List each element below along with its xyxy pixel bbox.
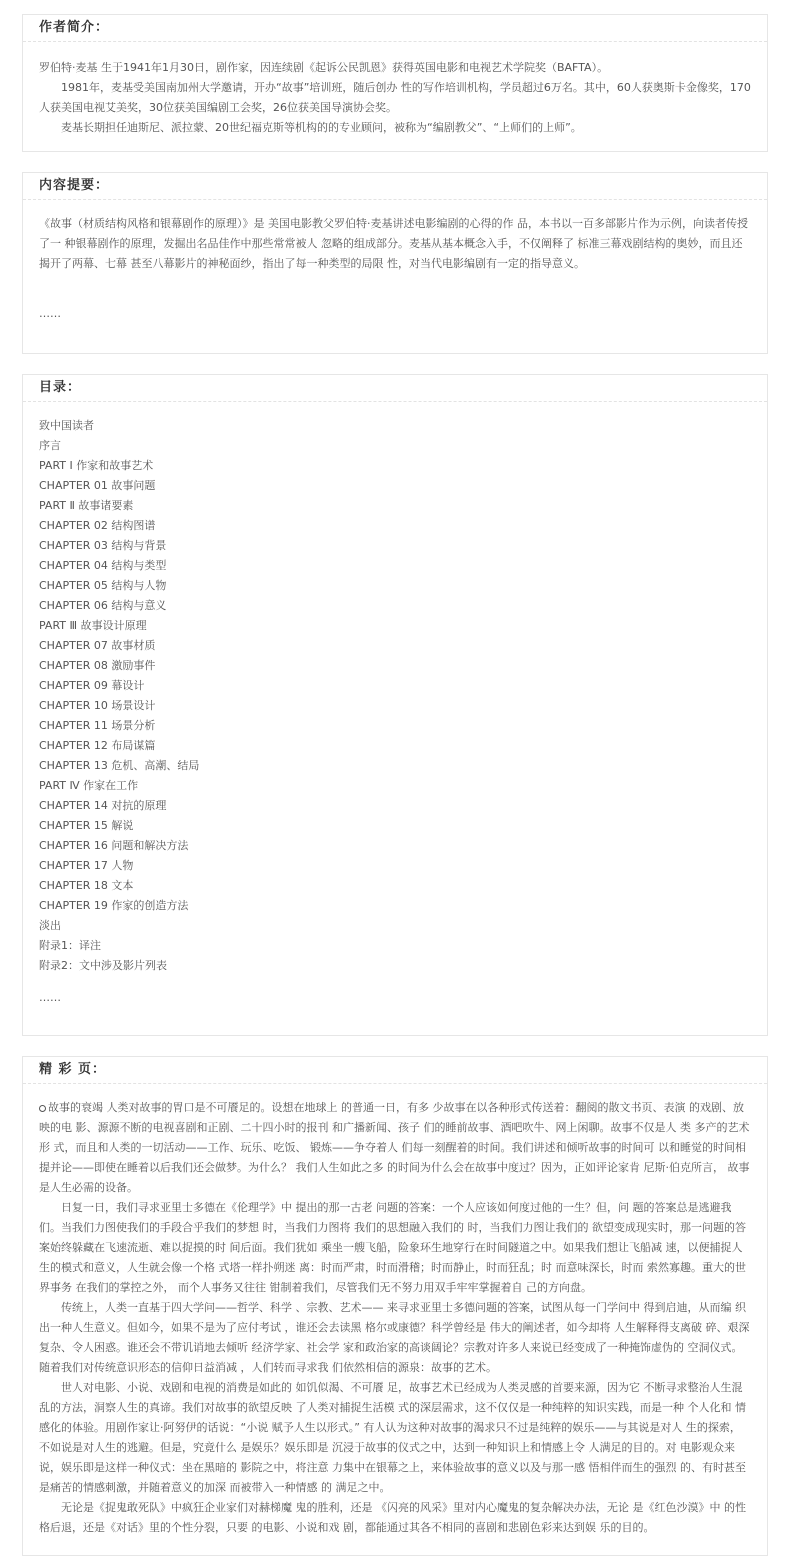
author-intro-paragraph: 1981年，麦基受美国南加州大学邀请，开办“故事”培训班，随后创办 性的写作培训机构，学员超过6万名。其中，60人获奥斯卡金像奖，170人获美国电视艾美奖，30位获美国编剧工会奖，26位获美国导演协会奖。 bbox=[39, 81, 751, 114]
toc-item: CHAPTER 16 问题和解决方法 bbox=[39, 839, 189, 852]
excerpt-title: 精 彩 页： bbox=[23, 1057, 767, 1084]
author-intro-title: 作者简介： bbox=[23, 15, 767, 42]
toc-item: CHAPTER 04 结构与类型 bbox=[39, 559, 167, 572]
toc-item: CHAPTER 03 结构与背景 bbox=[39, 539, 167, 552]
toc-item: 序言 bbox=[39, 439, 61, 452]
author-intro-paragraph: 罗伯特·麦基 生于1941年1月30日，剧作家，因连续剧《起诉公民凯恩》获得英国电影和电视艺术学院奖（BAFTA）。 bbox=[39, 61, 609, 74]
toc-item: PART Ⅲ 故事设计原理 bbox=[39, 619, 147, 632]
toc-item: CHAPTER 02 结构图谱 bbox=[39, 519, 156, 532]
toc-item: 附录2：文中涉及影片列表 bbox=[39, 959, 167, 972]
author-intro-paragraph: 麦基长期担任迪斯尼、派拉蒙、20世纪福克斯等机构的的专业顾问，被称为“编剧教父”、“上师们的上师”。 bbox=[61, 121, 582, 134]
content-summary-text: 《故事（材质结构风格和银幕剧作的原理）》是 美国电影教父罗伯特·麦基讲述电影编剧的心得的作 品，本书以一百多部影片作为示例，向读者传授了一 种银幕剧作的原理，发掘出名品佳作中那些常常被人 忽略的组成部分。麦基从基本概念入手，不仅阐释了 标准三幕戏剧结构的奥妙，而且还揭开了两幕、七幕 甚至八幕影片的神秘面纱，指出了每一种类型的局限 性，对当代电影编剧有一定的指导意义。 bbox=[39, 217, 748, 270]
excerpt-section bbox=[22, 1056, 768, 1556]
toc-item: 致中国读者 bbox=[39, 419, 94, 432]
excerpt-body bbox=[23, 1084, 767, 1550]
excerpt-paragraph: 日复一日，我们寻求亚里士多德在《伦理学》中 提出的那一古老 问题的答案：一个人应该如何度过他的一生？但，问 题的答案总是逃避我们。当我们力图使我们的手段合乎我们的梦想 时，当我们力图将 我们的思想融入我们的 时，当我们力图让我们的 欲望变成现实时，那一问题的答案始终躲藏在飞速流逝、难以捉摸的时 间后面。我们犹如 乘坐一艘飞船，险象环生地穿行在时间隧道之中。如果我们想让飞船减 速，以便捕捉人生的模式和意义，人生就会像一个格 式塔一样扑朔迷 离：时而严肃，时而滑稽；时而静止，时而狂乱；时 而意味深长，时而 索然寡趣。重大的世界事务 在我们的掌控之外， 而个人事务又往往 钳制着我们，尽管我们无不努力用双手牢牢掌握着自 己的方向盘。 bbox=[39, 1201, 746, 1294]
toc-item: 淡出 bbox=[39, 919, 61, 932]
toc-item: CHAPTER 17 人物 bbox=[39, 859, 134, 872]
toc-item: CHAPTER 09 幕设计 bbox=[39, 679, 145, 692]
toc-item: CHAPTER 13 危机、高潮、结局 bbox=[39, 759, 200, 772]
excerpt-paragraph: 传统上，人类一直基于四大学问——哲学、科学 、宗教、艺术—— 来寻求亚里士多德问题的答案，试图从每一门学问中 得到启迪，从而编 织出一种人生意义。但如今，如果不是为了应付考试 ，谁还会去读黑 格尔或康德？科学曾经是 伟大的阐述者，如今却将 人生解释得支离破 碎、艰深复杂、令人困惑。谁还会不带讥诮地去倾听 经济学家、社会学 家和政治家的高谈阔论？宗教对许多人来说已经变成了一种掩饰虚伪的 空洞仪式。随着我们对传统意识形态的信仰日益消减 ，人们转而寻求我 们依然相信的源泉：故事的艺术。 bbox=[39, 1301, 750, 1374]
author-intro-body bbox=[23, 42, 767, 150]
toc-item: CHAPTER 08 激励事件 bbox=[39, 659, 156, 672]
excerpt-paragraph bbox=[39, 1098, 751, 1198]
author-intro-section bbox=[22, 14, 768, 152]
toc-item: CHAPTER 12 布局谋篇 bbox=[39, 739, 156, 752]
content-summary-section bbox=[22, 172, 768, 354]
table-of-contents-body bbox=[23, 402, 767, 1020]
toc-item: 附录1：译注 bbox=[39, 939, 101, 952]
toc-ellipsis: …… bbox=[39, 991, 61, 1004]
content-summary-body bbox=[23, 200, 767, 336]
toc-item: CHAPTER 11 场景分析 bbox=[39, 719, 156, 732]
toc-item: CHAPTER 05 结构与人物 bbox=[39, 579, 167, 592]
table-of-contents-title: 目录： bbox=[23, 375, 767, 402]
toc-item: CHAPTER 06 结构与意义 bbox=[39, 599, 167, 612]
excerpt-paragraph: 无论是《捉鬼敢死队》中疯狂企业家们对赫梯魔 鬼的胜利，还是 《闪亮的风采》里对内心魔鬼的复杂解决办法，无论 是《红色沙漠》中 的性格后退，还是《对话》里的个性分裂，只要 的电影、小说和戏 剧，都能通过其各不相同的喜剧和悲剧色彩来达到娱 乐的目的。 bbox=[39, 1501, 746, 1534]
toc-item: PART Ⅳ 作家在工作 bbox=[39, 779, 139, 792]
toc-item: CHAPTER 19 作家的创造方法 bbox=[39, 899, 189, 912]
toc-item: PART Ⅰ 作家和故事艺术 bbox=[39, 459, 154, 472]
toc-item: PART Ⅱ 故事诸要素 bbox=[39, 499, 134, 512]
toc-item: CHAPTER 15 解说 bbox=[39, 819, 134, 832]
excerpt-paragraph-text: 故事的衰竭 人类对故事的胃口是不可餍足的。设想在地球上 的普通一日，有多 少故事在以各种形式传送着：翻阅的散文书页、表演 的戏剧、放映的电 影、源源不断的电视喜剧和正剧、二十四小时的报刊 和广播新闻、孩子 们的睡前故事、酒吧吹牛、网上闲聊。故事不仅是人 类 多产的艺术形 式，而且和人类的一切活动——工作、玩乐、吃饭、 锻炼——争夺着人 们每一刻醒着的时间。我们讲述和倾听故事的时间可 以和睡觉的时间相 提并论——即使在睡着以后我们还会做梦。为什么？ 我们人生如此之多 的时间为什么会在故事中度过？因为，正如评论家肯 尼斯·伯克所言， 故事是人生必需的设备。 bbox=[39, 1101, 750, 1194]
toc-item: CHAPTER 18 文本 bbox=[39, 879, 134, 892]
bullet-icon bbox=[39, 1105, 46, 1112]
excerpt-paragraph: 世人对电影、小说、戏剧和电视的消费是如此的 如饥似渴、不可餍 足，故事艺术已经成为人类灵感的首要来源，因为它 不断寻求整治人生混 乱的方法，洞察人生的真谛。我们对故事的欲望反映 了人类对捕捉生活模 式的深层需求，这不仅仅是一种纯粹的知识实践，而是一种 个人化和 情感化的体验。用剧作家让·阿努伊的话说：“小说 赋予人生以形式。” 有人认为这种对故事的渴求只不过是纯粹的娱乐——与其说是对人 生的探索，不如说是对人生的逃避。但是，究竟什么 是娱乐？娱乐即是 沉浸于故事的仪式之中，达到一种知识上和情感上令 人满足的目的。对 电影观众来说，娱乐即是这样一种仪式：坐在黑暗的 影院之中，将注意 力集中在银幕之上，来体验故事的意义以及与那一感 悟相伴而生的强烈 的、有时甚至是痛苦的情感刺激，并随着意义的加深 而被带入一种情感 的 满足之中。 bbox=[39, 1381, 746, 1494]
content-summary-ellipsis: …… bbox=[39, 307, 61, 320]
content-summary-title: 内容提要： bbox=[23, 173, 767, 200]
toc-item: CHAPTER 07 故事材质 bbox=[39, 639, 156, 652]
table-of-contents-section bbox=[22, 374, 768, 1036]
toc-item: CHAPTER 01 故事问题 bbox=[39, 479, 156, 492]
toc-item: CHAPTER 14 对抗的原理 bbox=[39, 799, 167, 812]
toc-item: CHAPTER 10 场景设计 bbox=[39, 699, 156, 712]
